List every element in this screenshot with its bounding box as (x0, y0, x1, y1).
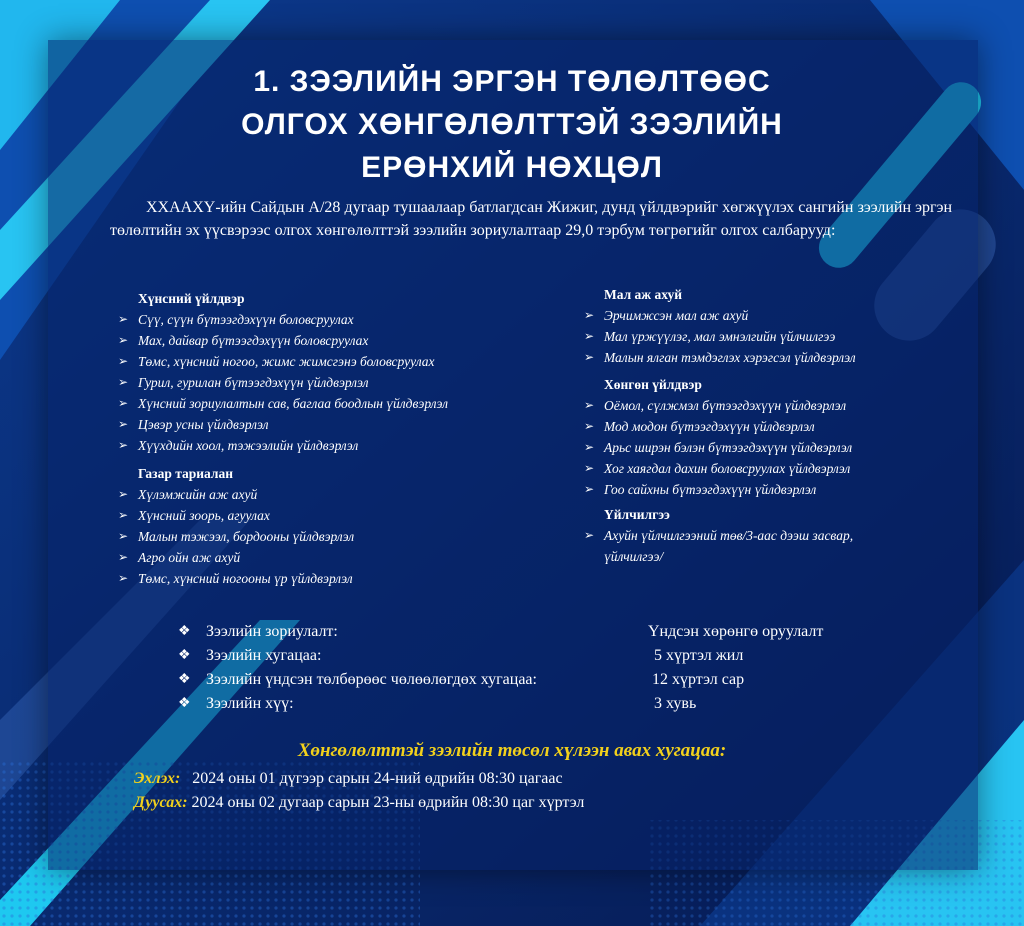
arrow-bullet-icon: ➢ (118, 487, 129, 501)
list-item: ➢ Агро ойн аж ахуй (112, 547, 448, 568)
arrow-bullet-icon: ➢ (118, 375, 129, 389)
section-heading-farming: Газар тариалан (138, 466, 234, 481)
list-item: ➢ Хүнсний зоорь, агуулах (112, 505, 448, 526)
page-title (0, 60, 1024, 189)
section-heading-service: Үйлчилгээ (604, 507, 670, 522)
loan-terms (178, 620, 898, 716)
list-item: ➢ Хүлэмжийн аж ахуй (112, 484, 448, 505)
list-item: ➢ Малын тэжээл, бордооны үйлдвэрлэл (112, 526, 448, 547)
list-item: ➢ Хүнсний зориулалтын сав, баглаа боодлын үйлдвэрлэл (112, 393, 448, 414)
diamond-bullet-icon: ❖ (178, 648, 191, 663)
end-label: Дуусах: (134, 794, 188, 811)
list-item: ➢ Ахуйн үйлчилгээний төв/3-аас дээш засвар, (578, 525, 856, 546)
start-text: 2024 оны 01 дүгээр сарын 24-ний өдрийн 08:30 цагаас (192, 770, 563, 787)
start-label: Эхлэх: (134, 770, 181, 787)
arrow-bullet-icon: ➢ (118, 529, 129, 543)
left-column (112, 288, 448, 589)
arrow-bullet-icon: ➢ (584, 350, 595, 364)
list-item: ➢ Хүүхдийн хоол, тэжээлийн үйлдвэрлэл (112, 435, 448, 456)
food-list (112, 309, 448, 456)
diamond-bullet-icon: ❖ (178, 624, 191, 639)
title-line-1: 1. ЗЭЭЛИЙН ЭРГЭН ТӨЛӨЛТӨӨС (253, 65, 771, 98)
title-line-2: ОЛГОХ ХӨНГӨЛӨЛТТЭЙ ЗЭЭЛИЙН (241, 108, 783, 141)
section-heading-livestock: Мал аж ахуй (604, 287, 682, 302)
list-item: ➢ Сүү, сүүн бүтээгдэхүүн боловсруулах (112, 309, 448, 330)
list-item: ➢ Гоо сайхны бүтээгдэхүүн үйлдвэрлэл (578, 479, 856, 500)
arrow-bullet-icon: ➢ (118, 354, 129, 368)
arrow-bullet-icon: ➢ (584, 440, 595, 454)
arrow-bullet-icon: ➢ (584, 329, 595, 343)
term-row-purpose: ❖ Зээлийн зориулалт: Үндсэн хөрөнгө оруулалт (178, 620, 898, 644)
intro-paragraph: ХХААХҮ-ийн Сайдын А/28 дугаар тушаалаар батлагдсан Жижиг, дунд үйлдвэрийг хөгжүүлэх сангийн зээлийн эргэн төлөлтийн эх үүсвэрээс олгох хөнгөлөлттэй зээлийн зориулалтаар 29,0 тэрбум төгрөгийг олгох салбарууд: (110, 199, 952, 239)
list-item: ➢ Оёмол, сүлжмэл бүтээгдэхүүн үйлдвэрлэл (578, 395, 856, 416)
diamond-bullet-icon: ❖ (178, 672, 191, 687)
term-row-duration: ❖ Зээлийн хугацаа: 5 хүртэл жил (178, 644, 898, 668)
list-item: ➢ Гурил, гурилан бүтээгдэхүүн үйлдвэрлэл (112, 372, 448, 393)
right-column (578, 284, 856, 567)
application-period-heading: Хөнгөлөлттэй зээлийн төсөл хүлээн авах хугацаа: (297, 740, 727, 761)
term-row-grace-period: ❖ Зээлийн үндсэн төлбөрөөс чөлөөлөгдөх хугацаа: 12 хүртэл сар (178, 668, 898, 692)
section-heading-light-industry: Хөнгөн үйлдвэр (604, 377, 702, 392)
arrow-bullet-icon: ➢ (118, 550, 129, 564)
end-text: 2024 оны 02 дугаар сарын 23-ны өдрийн 08:30 цаг хүртэл (191, 794, 585, 811)
arrow-bullet-icon: ➢ (584, 308, 595, 322)
arrow-bullet-icon: ➢ (584, 528, 595, 542)
list-item: ➢ Мал үржүүлэг, мал эмнэлгийн үйлчилгээ (578, 326, 856, 347)
arrow-bullet-icon: ➢ (118, 333, 129, 347)
list-item: ➢ Эрчимжсэн мал аж ахуй (578, 305, 856, 326)
livestock-list (578, 305, 856, 368)
list-item: ➢ Мах, дайвар бүтээгдэхүүн боловсруулах (112, 330, 448, 351)
list-item: ➢ Төмс, хүнсний ногооны үр үйлдвэрлэл (112, 568, 448, 589)
list-item: ➢ Төмс, хүнсний ногоо, жимс жимсгэнэ боловсруулах (112, 351, 448, 372)
list-item: ➢ Цэвэр усны үйлдвэрлэл (112, 414, 448, 435)
list-item: ➢ Арьс ширэн бэлэн бүтээгдэхүүн үйлдвэрлэл (578, 437, 856, 458)
arrow-bullet-icon: ➢ (118, 417, 129, 431)
arrow-bullet-icon: ➢ (584, 419, 595, 433)
list-item-continued: үйлчилгээ/ (604, 549, 664, 564)
diamond-bullet-icon: ❖ (178, 696, 191, 711)
arrow-bullet-icon: ➢ (584, 398, 595, 412)
list-item: ➢ Мод модон бүтээгдэхүүн үйлдвэрлэл (578, 416, 856, 437)
list-item: ➢ Хог хаягдал дахин боловсруулах үйлдвэрлэл (578, 458, 856, 479)
arrow-bullet-icon: ➢ (118, 312, 129, 326)
service-list (578, 525, 856, 567)
arrow-bullet-icon: ➢ (118, 508, 129, 522)
arrow-bullet-icon: ➢ (118, 571, 129, 585)
arrow-bullet-icon: ➢ (118, 438, 129, 452)
term-row-interest: ❖ Зээлийн хүү: 3 хувь (178, 692, 898, 716)
arrow-bullet-icon: ➢ (118, 396, 129, 410)
arrow-bullet-icon: ➢ (584, 461, 595, 475)
title-line-3: ЕРӨНХИЙ НӨХЦӨЛ (361, 151, 663, 184)
farming-list (112, 484, 448, 589)
list-item: ➢ Малын ялган тэмдэглэх хэрэгсэл үйлдвэрлэл (578, 347, 856, 368)
light-industry-list (578, 395, 856, 500)
start-date (134, 767, 563, 791)
arrow-bullet-icon: ➢ (584, 482, 595, 496)
end-date (134, 791, 584, 815)
section-heading-food: Хүнсний үйлдвэр (138, 291, 245, 306)
